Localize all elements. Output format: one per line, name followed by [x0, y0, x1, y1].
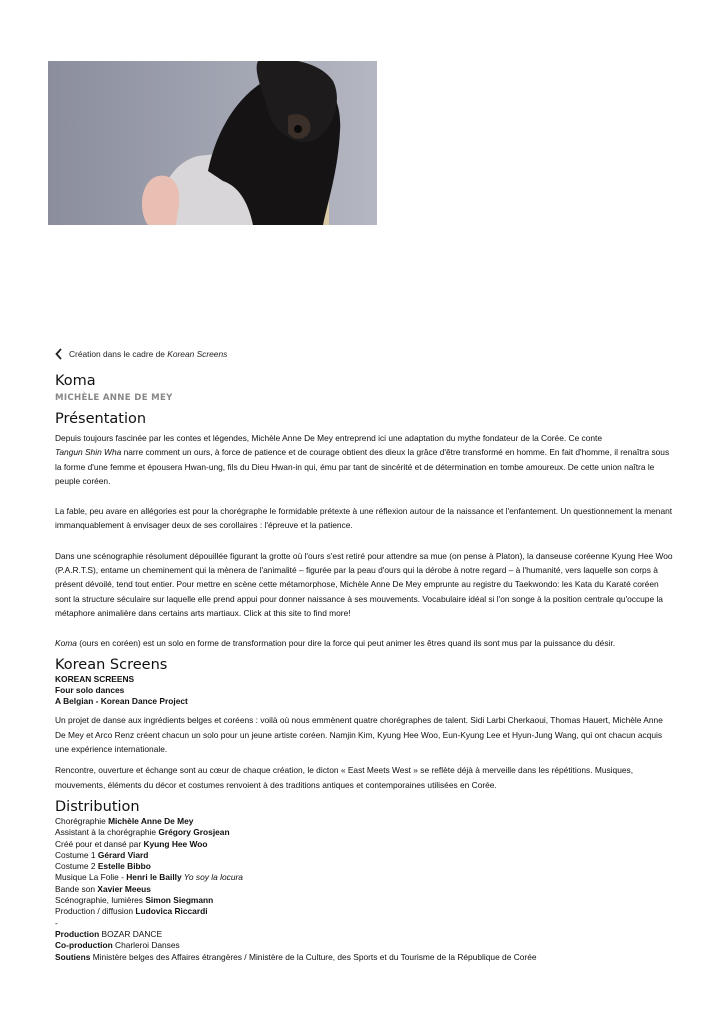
main-content — [55, 372, 673, 963]
separator-dash: - — [55, 917, 58, 928]
breadcrumb-prefix: Création dans le cadre de — [69, 349, 165, 359]
more-info-link[interactable]: Click at this site to find more! — [243, 607, 351, 618]
distribution-heading: Distribution — [55, 798, 140, 815]
breadcrumb — [55, 348, 227, 360]
coproduction-row: Co-production Charleroi Danses — [55, 940, 180, 951]
chevron-left-icon[interactable] — [55, 348, 63, 360]
breadcrumb-link[interactable]: Korean Screens — [167, 349, 228, 359]
credit-row: Bande son Xavier Meeus — [55, 883, 151, 894]
presentation-heading: Présentation — [55, 411, 147, 427]
credit-row: Chorégraphie Michèle Anne De Mey — [55, 815, 194, 826]
credit-row: Costume 1 Gérard Viard — [55, 849, 149, 860]
credit-row: Costume 2 Estelle Bibbo — [55, 861, 151, 872]
credit-row: Assistant à la chorégraphie Grégory Grosjean — [55, 827, 230, 838]
korean-screens-paragraph-1: Un projet de danse aux ingrédients belges et coréens : voilà où nous emmènent quatre chorégraphes de talent. Sidi Larbi Cherkaoui, Thomas Hauert, Michèle Anne De Mey et Arco Renz créent chacun un solo pour un jeune artiste coréen. Namjin Kim, Kyung Hee Woo, Eun-Kyung Lee et Hyun-Jung Wang, qui ont chacun acquis une expérience internationale. — [55, 715, 663, 755]
presentation-paragraph-2: La fable, peu avare en allégories est pour la chorégraphe le formidable prétexte à une réflexion autour de la naissance et l'enfantement. Un questionnement la menant immanquablement à envisager deux de ses corollaires : l'épreuve et la patience. — [55, 506, 673, 531]
presentation-paragraph-3: Dans une scénographie résolument dépouillée figurant la grotte où l'ours s'est retiré pour attendre sa mue (on pense à Platon), la danseuse coréenne Kyung Hee Woo (P.A.R.T.S), entame un cheminement qui la mènera de l'animalité – figurée par la peau d'ours qui la dérobe à notre regard – à l'humanité, vers laquelle son corps à présent dévoilé, tend tout entier. Pour mettre en scène cette métamorphose, Michèle Anne De Mey emprunte au registre du Taekwondo: les Kata du Karaté coréen sont la structure séculaire sur laquelle elle prend appui pour donner naissance à ses mouvements. Vocabulaire idéal si l'on songe à la position centrale qu'occupe la métaphore animalière dans certains arts martiaux. Click at this site to find more! — [55, 550, 673, 618]
korean-screens-subtitle: KOREAN SCREENS Four solo dances A Belgian - Korean Dance Project — [55, 673, 188, 707]
hero-photo — [48, 61, 377, 225]
credit-row: Musique La Folie - Henri le Bailly Yo soy la locura — [55, 872, 243, 883]
soutiens-row: Soutiens Ministère belges des Affaires étrangères / Ministère de la Culture, des Sports et du Tourisme de la République de Corée — [55, 951, 537, 962]
credit-row: Scénographie, lumières Simon Siegmann — [55, 895, 214, 906]
production-row: Production BOZAR DANCE — [55, 928, 163, 939]
korean-screens-heading: Korean Screens — [55, 656, 168, 673]
presentation-paragraph-4: Koma (ours en coréen) est un solo en forme de transformation pour dire la force qui peut animer les êtres quand ils sont mus par la puissance du désir. — [55, 638, 616, 649]
page-title: Koma — [55, 373, 96, 389]
author-name: MICHÈLE ANNE DE MEY — [55, 393, 173, 403]
korean-screens-paragraph-2: Rencontre, ouverture et échange sont au cœur de chaque création, le dicton « East Meets West » se reflète déjà à merveille dans les répétitions. Musiques, mouvements, éléments du décor et costumes renvoient à des traditions antiques et contemporaines utilisées en Corée. — [55, 765, 634, 790]
credit-row: Créé pour et dansé par Kyung Hee Woo — [55, 838, 208, 849]
credits-list — [55, 816, 673, 963]
credit-row: Production / diffusion Ludovica Riccardi — [55, 906, 208, 917]
presentation-paragraph-1: Depuis toujours fascinée par les contes et légendes, Michèle Anne De Mey entreprend ici une adaptation du mythe fondateur de la Corée. Ce conte Tangun Shin Wha narre comment un ours, à force de patience et de courage obtient des dieux la grâce d'être transformé en homme. En fait d'homme, il renaîtra sous la forme d'une femme et épousera Hwan-ung, fils du Dieu Hwan-in qui, ému par tant de sincérité et de détermination en tombe amoureux. De cette union naîtra le peuple coréen. — [55, 433, 670, 486]
